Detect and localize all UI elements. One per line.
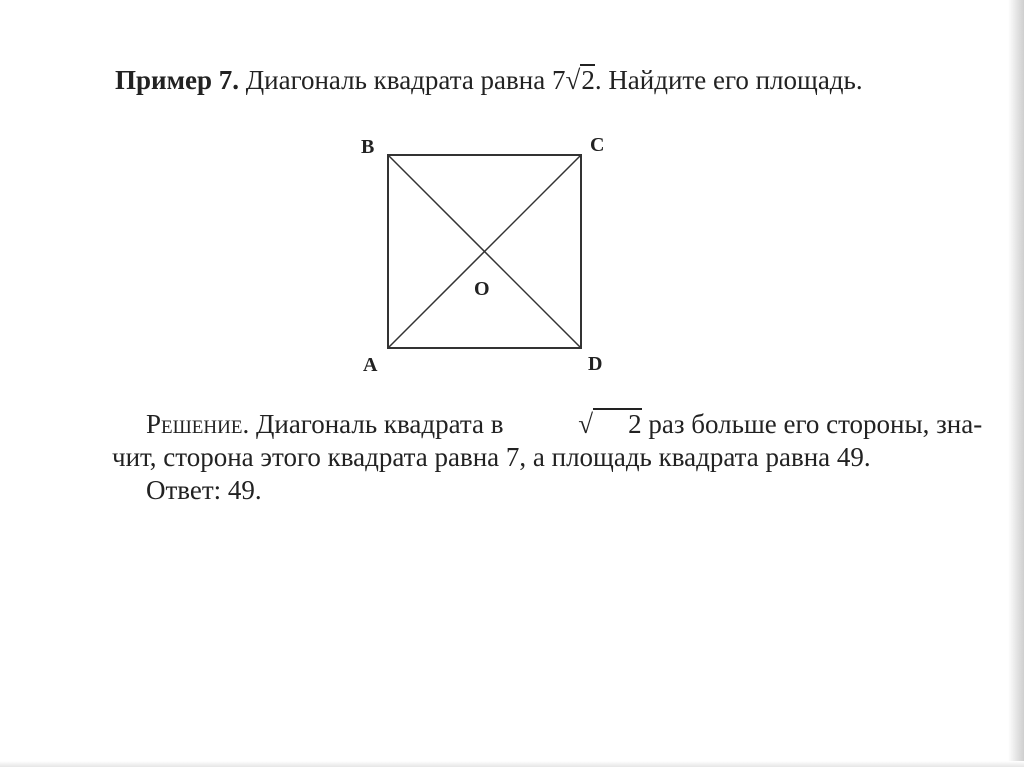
square-svg <box>355 130 625 380</box>
solution-sqrt-expression <box>510 408 641 441</box>
radical-sign: √ <box>565 65 581 95</box>
slide-edge-shadow <box>1008 0 1024 767</box>
solution-line-1 <box>112 408 983 441</box>
radical-argument: 2 <box>581 65 595 95</box>
solution-text-after: раз больше его стороны, зна- <box>648 409 983 439</box>
solution-text-before: Диагональ квадрата в <box>255 409 504 439</box>
solution-label: Решение. <box>146 409 250 439</box>
solution-block <box>112 408 983 507</box>
slide-bottom-shadow <box>0 761 1024 767</box>
solution-radical-argument: 2 <box>593 408 642 438</box>
problem-text-after: . Найдите его площадь. <box>594 65 863 95</box>
problem-label: Пример 7. <box>115 65 239 95</box>
vertex-label-d: D <box>588 353 603 375</box>
vertex-label-b: B <box>361 136 375 158</box>
square-diagram <box>355 130 625 380</box>
sqrt-expression <box>565 60 594 100</box>
vertex-label-a: A <box>363 354 378 376</box>
center-label-o: O <box>474 278 490 300</box>
solution-line-2: чит, сторона этого квадрата равна 7, а площадь квадрата равна 49. <box>112 442 871 472</box>
problem-statement <box>115 60 863 100</box>
vertex-label-c: C <box>590 134 605 156</box>
solution-radical-sign: √ <box>578 409 594 439</box>
problem-text-before: Диагональ квадрата равна 7 <box>245 65 566 95</box>
answer-line: Ответ: 49. <box>146 475 262 505</box>
